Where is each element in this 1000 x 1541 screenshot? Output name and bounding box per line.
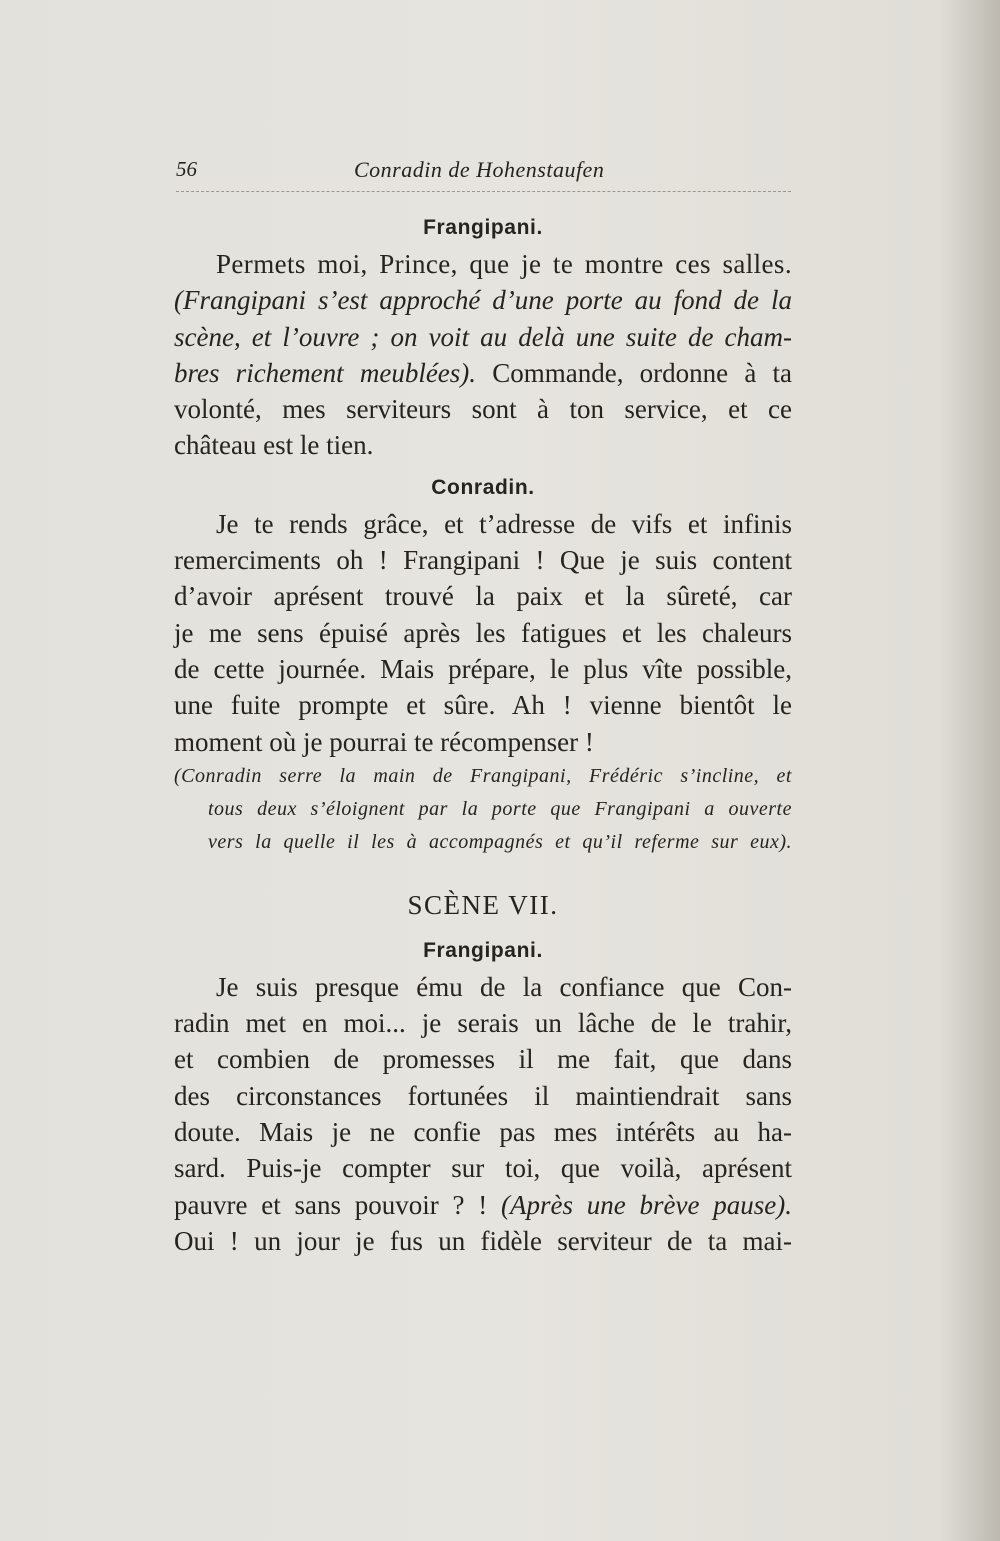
- text-line: des circonstances fortunées il maintiendrait sans: [174, 1080, 792, 1111]
- text-line: château est le tien.: [174, 430, 374, 461]
- text-line: de cette journée. Mais prépare, le plus vîte possible,: [174, 653, 792, 684]
- text-line: je me sens épuisé après les fatigues et les chaleurs: [174, 617, 792, 648]
- stage-direction-line: tous deux s’éloignent par la porte que Frangipani a ouverte: [208, 797, 792, 820]
- running-header: [176, 155, 791, 192]
- text-line: Je te rends grâce, et t’adresse de vifs et infinis: [216, 508, 792, 539]
- stage-direction-fragment: (Après une brève pause).: [487, 1189, 792, 1220]
- stage-direction-line: vers la quelle il les à accompagnés et qu’il referme sur eux).: [208, 830, 792, 853]
- text-line: et combien de promesses il me fait, que dans: [174, 1044, 792, 1075]
- text-line: une fuite prompte et sûre. Ah ! vienne bientôt le: [174, 690, 792, 721]
- text-line: Oui ! un jour je fus un fidèle serviteur de ta mai-: [174, 1225, 792, 1256]
- speaker-conradin: Conradin.: [431, 475, 535, 499]
- stage-direction-line: scène, et l’ouvre ; on voit au delà une suite de cham-: [174, 321, 792, 352]
- scene-title: SCÈNE VII.: [407, 889, 559, 920]
- stage-direction-line: (Conradin serre la main de Frangipani, Frédéric s’incline, et: [174, 764, 792, 787]
- text-line: doute. Mais je ne confie pas mes intérêts au ha-: [174, 1117, 792, 1148]
- text-line: Permets moi, Prince, que je te montre ces salles.: [216, 249, 792, 279]
- speaker-frangipani-2: Frangipani.: [423, 938, 543, 962]
- text-line: Je suis presque ému de la confiance que Con-: [216, 971, 792, 1002]
- speaker-frangipani-1: Frangipani.: [423, 216, 543, 239]
- stage-direction-fragment: bres richement meublées).: [174, 357, 477, 388]
- page-number: 56: [176, 157, 197, 181]
- text-fragment: Commande, ordonne à ta: [476, 357, 792, 388]
- text-line: volonté, mes serviteurs sont à ton service, et ce: [174, 394, 792, 425]
- running-title: Conradin de Hohenstaufen: [354, 157, 605, 182]
- text-line: moment où je pourrai te récompenser !: [174, 726, 594, 757]
- stage-direction-line: (Frangipani s’est approché d’une porte au fond de la: [174, 285, 792, 316]
- text-fragment: pauvre et sans pouvoir ? !: [174, 1189, 488, 1220]
- text-line: sard. Puis-je compter sur toi, que voilà, aprésent: [174, 1153, 792, 1184]
- text-line: radin met en moi... je serais un lâche de le trahir,: [174, 1008, 792, 1039]
- text-line: [174, 355, 792, 391]
- text-line: [174, 1187, 792, 1223]
- text-block: [174, 210, 792, 1259]
- text-line: d’avoir aprésent trouvé la paix et la sûreté, car: [174, 581, 792, 612]
- text-line: remerciments oh ! Frangipani ! Que je suis content: [174, 545, 792, 576]
